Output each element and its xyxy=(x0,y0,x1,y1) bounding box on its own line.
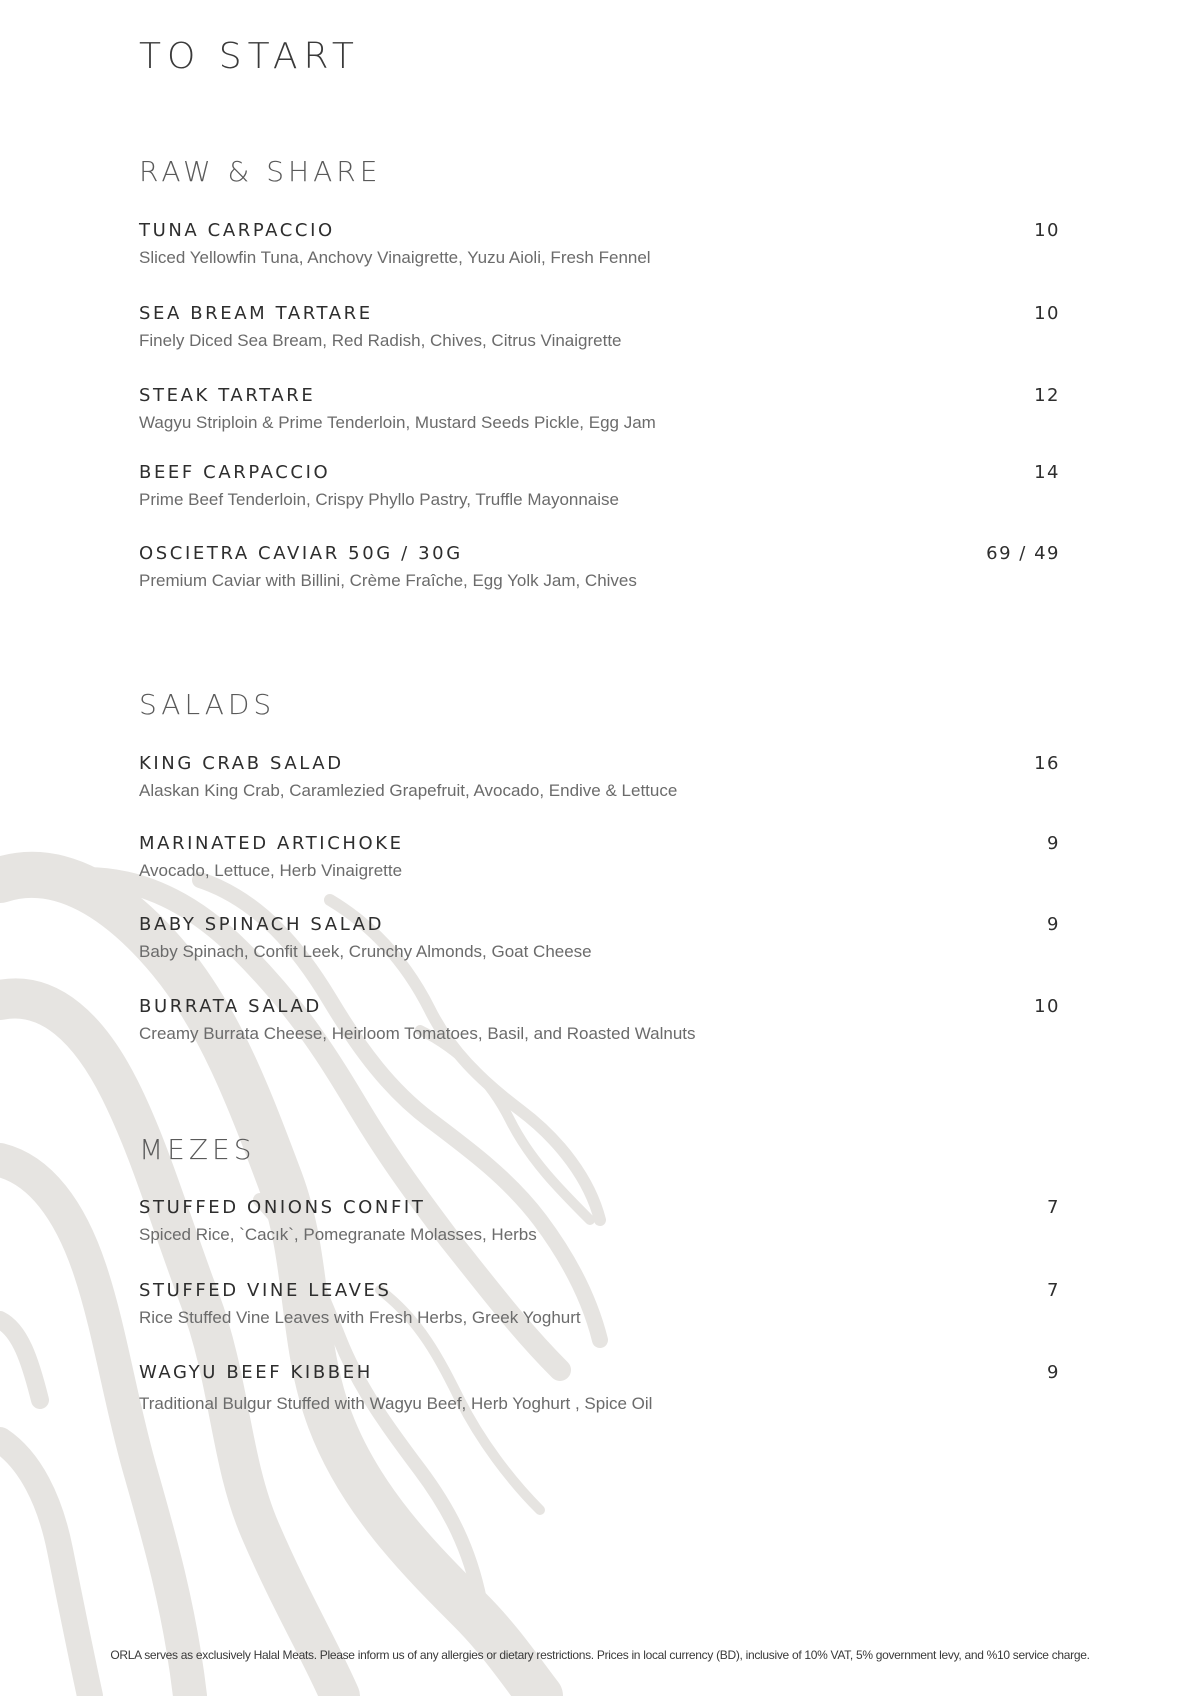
menu-item xyxy=(139,914,1060,962)
item-price: 12 xyxy=(1034,385,1060,406)
item-name: SEA BREAM TARTARE xyxy=(139,303,373,324)
item-description: Finely Diced Sea Bream, Red Radish, Chives, Citrus Vinaigrette xyxy=(139,331,622,350)
section-raw-share xyxy=(139,155,1060,590)
item-description: Wagyu Striploin & Prime Tenderloin, Mustard Seeds Pickle, Egg Jam xyxy=(139,413,656,432)
item-price: 10 xyxy=(1034,303,1060,324)
item-description: Baby Spinach, Confit Leek, Crunchy Almonds, Goat Cheese xyxy=(139,942,592,961)
section-salads xyxy=(139,688,1060,1043)
item-price: 69 / 49 xyxy=(986,543,1060,564)
item-name: WAGYU BEEF KIBBEH xyxy=(139,1362,373,1383)
section-title: MEZES xyxy=(139,1133,256,1166)
item-price: 14 xyxy=(1034,462,1060,483)
item-price: 10 xyxy=(1034,220,1060,241)
section-title: RAW & SHARE xyxy=(139,155,382,188)
item-price: 7 xyxy=(1047,1280,1060,1301)
item-description: Alaskan King Crab, Caramlezied Grapefruit, Avocado, Endive & Lettuce xyxy=(139,781,678,800)
item-price: 16 xyxy=(1034,753,1060,774)
item-name: BURRATA SALAD xyxy=(139,996,322,1017)
item-price: 9 xyxy=(1047,914,1060,935)
item-price: 10 xyxy=(1034,996,1060,1017)
item-name: TUNA CARPACCIO xyxy=(139,220,335,241)
item-description: Traditional Bulgur Stuffed with Wagyu Beef, Herb Yoghurt , Spice Oil xyxy=(139,1394,653,1413)
menu-item xyxy=(139,1280,1060,1328)
item-name: KING CRAB SALAD xyxy=(139,753,344,774)
item-name: BEEF CARPACCIO xyxy=(139,462,331,483)
menu-item xyxy=(139,220,1060,268)
item-price: 9 xyxy=(1047,833,1060,854)
page-title: TO START xyxy=(139,36,360,77)
menu-item xyxy=(139,753,1060,801)
item-name: OSCIETRA CAVIAR 50G / 30G xyxy=(139,543,463,564)
menu-item xyxy=(139,462,1060,510)
section-title: SALADS xyxy=(139,688,276,721)
item-description: Avocado, Lettuce, Herb Vinaigrette xyxy=(139,861,403,880)
item-description: Prime Beef Tenderloin, Crispy Phyllo Pastry, Truffle Mayonnaise xyxy=(139,490,619,509)
section-mezes xyxy=(139,1133,1060,1413)
item-description: Spiced Rice, `Cacık`, Pomegranate Molasses, Herbs xyxy=(139,1225,537,1244)
item-price: 7 xyxy=(1047,1197,1060,1218)
menu-item xyxy=(139,833,1060,881)
menu-item xyxy=(139,996,1060,1044)
item-name: BABY SPINACH SALAD xyxy=(139,914,385,935)
menu-item xyxy=(139,303,1060,351)
menu-item xyxy=(139,1362,1060,1414)
item-description: Premium Caviar with Billini, Crème Fraîche, Egg Yolk Jam, Chives xyxy=(139,571,637,590)
footer-disclaimer: ORLA serves as exclusively Halal Meats. Please inform us of any allergies or dietary restrictions. Prices in local currency (BD), inclusive of 10% VAT, 5% government levy, and %10 service charge. xyxy=(110,1648,1090,1662)
item-description: Rice Stuffed Vine Leaves with Fresh Herbs, Greek Yoghurt xyxy=(139,1308,581,1327)
menu-item xyxy=(139,1197,1060,1245)
item-name: MARINATED ARTICHOKE xyxy=(139,833,404,854)
item-name: STUFFED VINE LEAVES xyxy=(139,1280,392,1301)
item-price: 9 xyxy=(1047,1362,1060,1383)
item-description: Creamy Burrata Cheese, Heirloom Tomatoes, Basil, and Roasted Walnuts xyxy=(139,1024,696,1043)
menu-item xyxy=(139,385,1060,433)
item-name: STUFFED ONIONS CONFIT xyxy=(139,1197,426,1218)
item-description: Sliced Yellowfin Tuna, Anchovy Vinaigrette, Yuzu Aioli, Fresh Fennel xyxy=(139,248,651,267)
item-name: STEAK TARTARE xyxy=(139,385,316,406)
menu-item xyxy=(139,543,1060,591)
